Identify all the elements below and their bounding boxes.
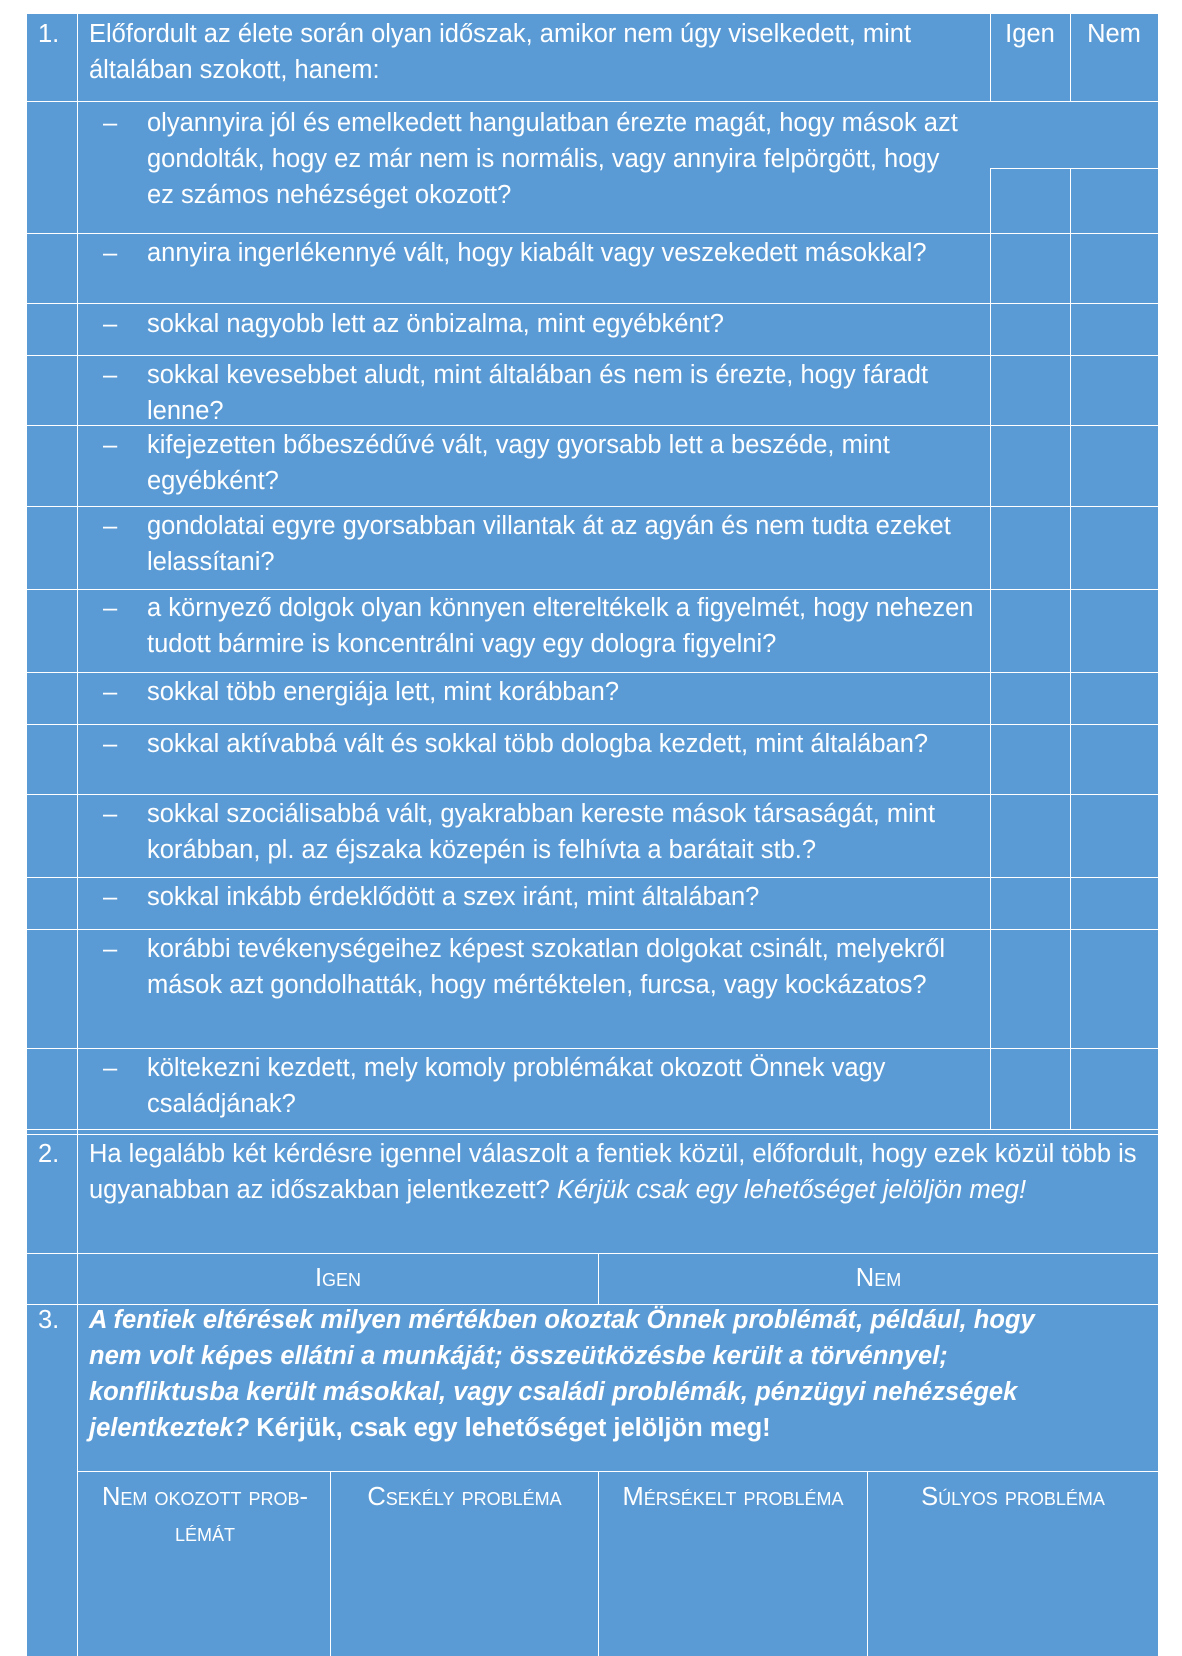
item-text: költekezni kezdett, mely komoly problémákat okozott Önnek vagy családjának? xyxy=(147,1054,886,1118)
bullet-dash: – xyxy=(103,883,118,911)
bullet-dash: – xyxy=(103,1054,118,1082)
option-no-problem[interactable]: Nem okozott problémát xyxy=(101,1483,309,1547)
row-divider xyxy=(27,1134,1158,1135)
row-divider xyxy=(27,506,1158,507)
row-divider xyxy=(990,168,1158,169)
row-divider xyxy=(27,672,1158,673)
option-moderate-problem[interactable]: Mérsékelt probléma xyxy=(622,1483,844,1511)
row-divider xyxy=(27,724,1158,725)
bullet-dash: – xyxy=(103,678,118,706)
row-divider xyxy=(77,1471,1158,1472)
row-divider xyxy=(27,929,1158,930)
answer-cell-merged[interactable] xyxy=(991,102,1158,168)
question-3-instruction: Kérjük, csak egy lehetőséget jelöljön meg! xyxy=(256,1414,771,1442)
item-text: sokkal aktívabbá vált és sokkal több dologba kezdett, mint általában? xyxy=(147,730,929,758)
bullet-dash: – xyxy=(103,800,118,828)
question-number: 2. xyxy=(38,1140,60,1168)
questionnaire-table xyxy=(27,14,1158,1656)
item-text: a környező dolgok olyan könnyen eltereltékelk a figyelmét, hogy nehezen tudott bármire is koncentrálni vagy egy dologra figyelni? xyxy=(147,594,974,658)
item-text: gondolatai egyre gyorsabban villantak át az agyán és nem tudta ezeket lelassítani? xyxy=(147,512,951,576)
option-severe-problem[interactable]: Súlyos probléma xyxy=(921,1483,1105,1511)
bullet-dash: – xyxy=(103,109,118,137)
item-text: sokkal több energiája lett, mint korábban? xyxy=(147,678,620,706)
bullet-dash: – xyxy=(103,310,118,338)
bullet-dash: – xyxy=(103,512,118,540)
question-3-text xyxy=(89,1302,1089,1446)
row-divider xyxy=(27,877,1158,878)
row-divider xyxy=(27,1129,1158,1130)
option-minor-problem[interactable]: Csekély probléma xyxy=(367,1483,562,1511)
item-text: sokkal kevesebbet aludt, mint általában és nem is érezte, hogy fáradt lenne? xyxy=(147,361,929,425)
question-3-body: A fentiek eltérések milyen mértékben okoztak Önnek problémát, például, hogy nem volt képes ellátni a munkáját; összeütközésbe került a törvénnyel; konfliktusba került másokkal, vagy családi problémák, pénzügyi nehézségek jelentkeztek? xyxy=(89,1306,1035,1442)
question-number: 1. xyxy=(38,20,60,48)
item-text: sokkal inkább érdeklődött a szex iránt, mint általában? xyxy=(147,883,760,911)
column-divider xyxy=(1070,169,1071,1130)
item-text: korábbi tevékenységeihez képest szokatlan dolgokat csinált, melyekről mások azt gondolhatták, hogy mértéktelen, furcsa, vagy kockázatos? xyxy=(147,935,946,999)
bullet-dash: – xyxy=(103,594,118,622)
question-number: 3. xyxy=(38,1306,60,1334)
bullet-dash: – xyxy=(103,431,118,459)
item-text: sokkal szociálisabbá vált, gyakrabban kereste mások társaságát, mint korábban, pl. az éjszaka közepén is felhívta a barátait stb.? xyxy=(147,800,936,864)
question-2-body: Ha legalább két kérdésre igennel válaszolt a fentiek közül, előfordult, hogy ezek közül több is ugyanabban az időszakban jelentkezett? xyxy=(89,1140,1137,1204)
question-2-text xyxy=(89,1136,1149,1208)
row-divider xyxy=(27,1253,1158,1254)
yes-column-header: Igen xyxy=(1005,20,1055,48)
option-yes[interactable]: Igen xyxy=(314,1264,362,1292)
bullet-dash: – xyxy=(103,239,118,267)
row-divider xyxy=(27,1048,1158,1049)
column-divider xyxy=(990,169,991,1130)
item-text: olyannyira jól és emelkedett hangulatban érezte magát, hogy mások azt gondolták, hogy ez már nem is normális, vagy annyira felpörgött, hogy ez számos nehézséget okozott? xyxy=(147,109,958,209)
no-column-header: Nem xyxy=(1087,20,1141,48)
item-text: annyira ingerlékennyé vált, hogy kiabált vagy veszekedett másokkal? xyxy=(147,239,927,267)
row-divider xyxy=(27,101,1158,102)
row-divider xyxy=(27,794,1158,795)
row-divider xyxy=(27,355,1158,356)
row-divider xyxy=(27,303,1158,304)
row-divider xyxy=(27,233,1158,234)
question-1-text: Előfordult az élete során olyan időszak, amikor nem úgy viselkedett, mint általában szokott, hanem: xyxy=(89,20,912,84)
bullet-dash: – xyxy=(103,935,118,963)
option-no[interactable]: Nem xyxy=(855,1264,902,1292)
bullet-dash: – xyxy=(103,361,118,389)
bullet-dash: – xyxy=(103,730,118,758)
item-text: kifejezetten bőbeszédűvé vált, vagy gyorsabb lett a beszéde, mint egyébként? xyxy=(147,431,890,495)
question-2-instruction: Kérjük csak egy lehetőséget jelöljön meg! xyxy=(556,1176,1027,1204)
column-divider xyxy=(77,14,78,1656)
item-text: sokkal nagyobb lett az önbizalma, mint egyébként? xyxy=(147,310,724,338)
